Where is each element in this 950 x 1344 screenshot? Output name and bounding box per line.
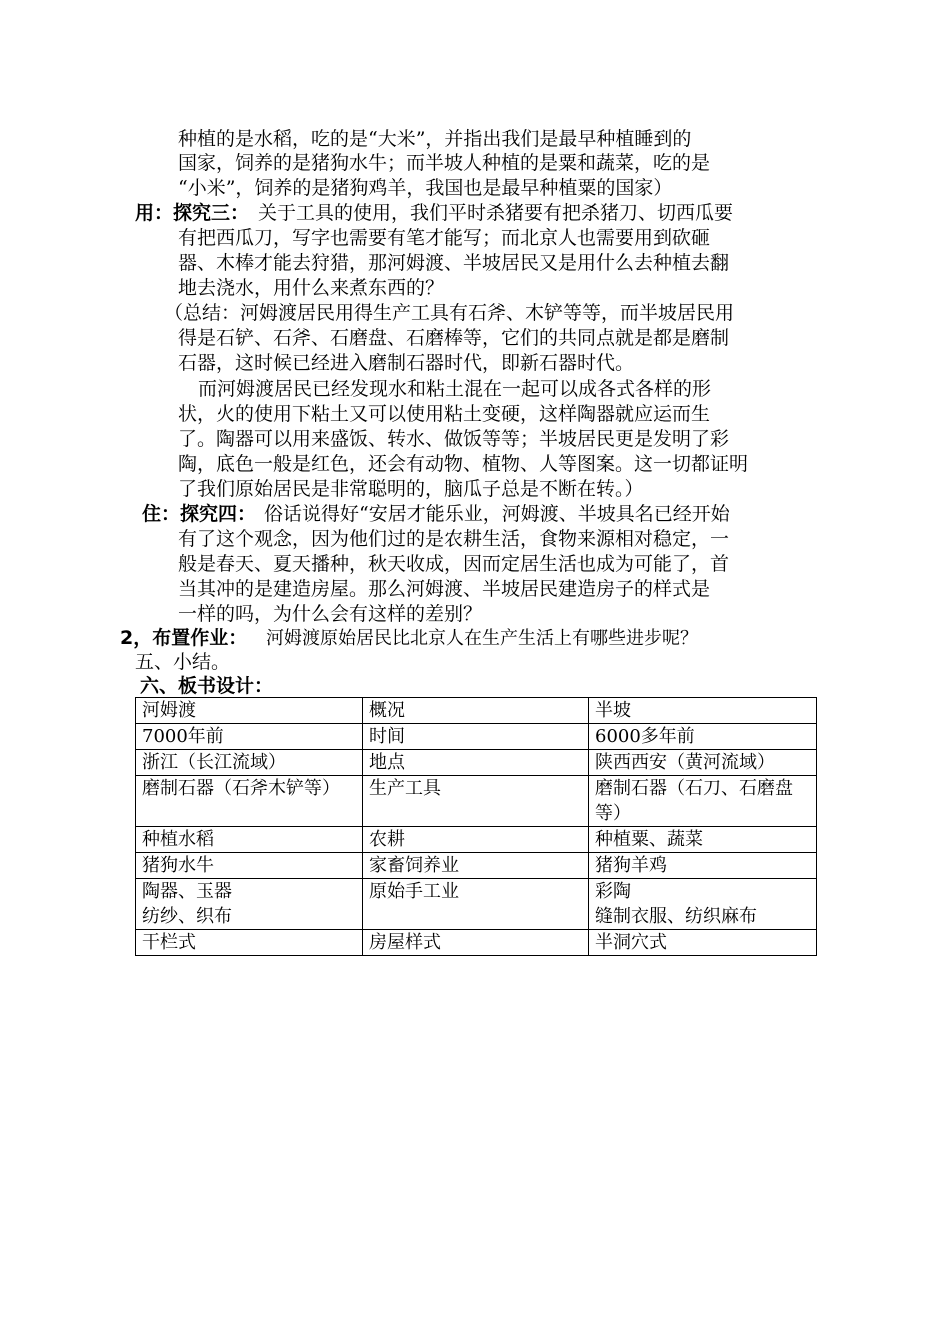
text-line: 般是春天、夏天播种，秋天收成，因而定居生活也成为可能了，首 <box>178 553 730 575</box>
homework-label: 2，布置作业： <box>120 627 248 649</box>
table-cell: 种植粟、蔬菜 <box>589 827 817 853</box>
text-line: 关于工具的使用，我们平时杀猪要有把杀猪刀、切西瓜要 <box>258 202 734 224</box>
table-cell: 河姆渡 <box>136 698 363 724</box>
section-summary-heading: 五、小结。 <box>135 651 231 673</box>
table-row <box>136 827 817 853</box>
table-cell: 生产工具 <box>363 776 589 827</box>
table-cell: 猪狗羊鸡 <box>589 853 817 879</box>
text-line: （总结：河姆渡居民用得生产工具有石斧、木铲等等，而半坡居民用 <box>164 302 735 324</box>
table-row <box>136 776 817 827</box>
section-heading-use: 用：探究三： <box>135 202 250 224</box>
table-cell: 房屋样式 <box>363 930 589 956</box>
table-cell: 彩陶 缝制衣服、纺织麻布 <box>589 879 817 930</box>
table-cell: 陕西西安（黄河流域） <box>589 750 817 776</box>
table-row <box>136 750 817 776</box>
text-line: 国家，饲养的是猪狗水牛；而半坡人种植的是粟和蔬菜，吃的是 <box>178 152 711 174</box>
text-line: 有了这个观念，因为他们过的是农耕生活，食物来源相对稳定，一 <box>178 528 730 550</box>
table-cell: 浙江（长江流域） <box>136 750 363 776</box>
text-line: 一样的吗，为什么会有这样的差别？ <box>178 603 483 625</box>
section-heading-live: 住：探究四： <box>142 503 257 525</box>
table-cell: 地点 <box>363 750 589 776</box>
text-line: 陶，底色一般是红色，还会有动物、植物、人等图案。这一切都证明 <box>178 453 749 475</box>
table-row <box>136 879 817 930</box>
table-cell: 种植水稻 <box>136 827 363 853</box>
homework-text: 河姆渡原始居民比北京人在生产生活上有哪些进步呢？ <box>266 628 698 649</box>
text-line: 状，火的使用下粘土又可以使用粘土变硬，这样陶器就应运而生 <box>178 403 711 425</box>
text-line: 石器，这时候已经进入磨制石器时代，即新石器时代。 <box>178 352 635 374</box>
table-cell: 磨制石器（石刀、石磨盘等） <box>589 776 817 827</box>
table-cell: 家畜饲养业 <box>363 853 589 879</box>
board-design-table <box>135 697 817 956</box>
text-line: 而河姆渡居民已经发现水和粘土混在一起可以成各式各样的形 <box>198 378 712 400</box>
table-cell: 陶器、玉器 纺纱、织布 <box>136 879 363 930</box>
text-line: 了。陶器可以用来盛饭、转水、做饭等等；半坡居民更是发明了彩 <box>178 428 730 450</box>
table-cell: 半坡 <box>589 698 817 724</box>
table-cell: 磨制石器（石斧木铲等） <box>136 776 363 827</box>
text-line: 种植的是水稻，吃的是“大米”，并指出我们是最早种植睡到的 <box>178 128 692 150</box>
text-line: 器、木棒才能去狩猎，那河姆渡、半坡居民又是用什么去种植去翻 <box>178 252 730 274</box>
text-line: 俗话说得好“安居才能乐业，河姆渡、半坡具名已经开始 <box>264 503 730 525</box>
table-cell: 猪狗水牛 <box>136 853 363 879</box>
table-cell: 农耕 <box>363 827 589 853</box>
table-cell: 干栏式 <box>136 930 363 956</box>
table-cell: 7000年前 <box>136 724 363 750</box>
text-line: 地去浇水，用什么来煮东西的？ <box>178 277 445 299</box>
table-row <box>136 698 817 724</box>
table-cell: 半洞穴式 <box>589 930 817 956</box>
table-cell: 时间 <box>363 724 589 750</box>
text-line: 当其冲的是建造房屋。那么河姆渡、半坡居民建造房子的样式是 <box>178 578 711 600</box>
board-design-heading: 六、板书设计： <box>140 675 274 697</box>
text-line: 得是石铲、石斧、石磨盘、石磨棒等，它们的共同点就是都是磨制 <box>178 327 730 349</box>
table-cell: 6000多年前 <box>589 724 817 750</box>
text-line: 了我们原始居民是非常聪明的，脑瓜子总是不断在转。） <box>178 478 644 500</box>
text-line: “小米”，饲养的是猪狗鸡羊，我国也是最早种植粟的国家） <box>178 177 673 199</box>
table-row <box>136 853 817 879</box>
table-row <box>136 724 817 750</box>
table-cell: 原始手工业 <box>363 879 589 930</box>
table-row <box>136 930 817 956</box>
table-cell: 概况 <box>363 698 589 724</box>
text-line: 有把西瓜刀，写字也需要有笔才能写；而北京人也需要用到砍砸 <box>178 227 711 249</box>
